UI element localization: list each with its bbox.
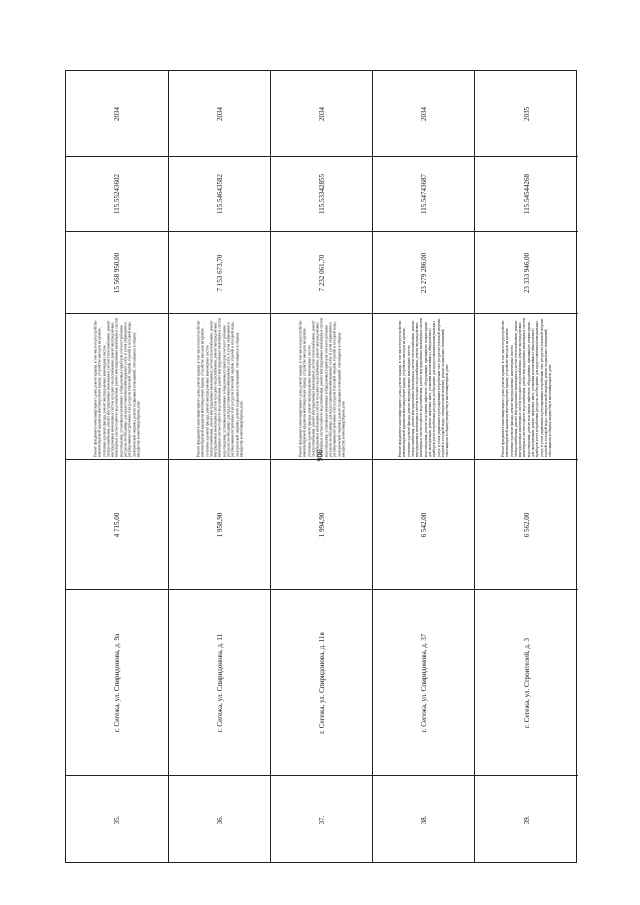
works-description: Ремонт фундамента многоквартирного дома, ремонт крыши, в том числе переустройство невентилируемой крыши на вентилируемую крышу, устройство выходов на кровлю, утепление и ремонт фасада, ремонт внутридомовых инженерных систем электроснабжения, ремонт внутридомовых инженерных систем теплоснабжения, ремонт внутридомовых инженерных систем холодного водоснабжения, ремонт внутридомовых инженерных систем горячего водоснабжения, ремонт внутридомовых инженерных систем водоотведения, установка коллективных (общедомовых) приборов учета потребления ресурсов, необходимых для предоставления коммунальных услуг, и узлов управления и регулирования потребления этих ресурсов (тепловой энергии, горячей и холодной воды, электрической энергии), ремонт подвальных помещений, относящихся к общему имуществу в многоквартирном доме [93,317,141,457]
cost-cell [475,232,578,314]
row-number: 35. [113,815,121,825]
address-cell [475,590,578,776]
address: г. Сегежа, ул. Спиридонова, д. 37 [419,633,428,732]
specific-cost-cell [373,157,474,232]
year-cell [373,71,474,157]
address: г. Сегежа, ул. Спиридонова, д. 11 [215,633,224,732]
row-number-cell [475,776,578,864]
row-number-cell [66,776,168,864]
year: 2034 [215,106,224,121]
cost: 23 279 286,00 [419,252,428,293]
works-cell [169,314,270,460]
area-cell [475,460,578,590]
area-cell [271,460,372,590]
row-number-cell [169,776,270,864]
cost: 7 153 673,70 [215,254,224,291]
row-number-cell [271,776,372,864]
year: 2034 [317,106,326,121]
works-cell [475,314,578,460]
specific-cost: 115.55243602 [113,174,121,214]
table-row-39 [475,71,578,862]
works-description: Ремонт фундамента многоквартирного дома, ремонт крыши, в том числе переустройство невентилируемой крыши на вентилируемую крышу, устройство выходов на кровлю, утепление и ремонт фасада, ремонт внутридомовых инженерных систем электроснабжения, ремонт внутридомовых инженерных систем теплоснабжения, ремонт внутридомовых инженерных систем холодного водоснабжения, ремонт внутридомовых инженерных систем горячего водоснабжения, ремонт внутридомовых инженерных систем водоотведения, установка коллективных (общедомовых) приборов учета потребления ресурсов, необходимых для предоставления коммунальных услуг, и узлов управления и регулирования потребления этих ресурсов (тепловой энергии, горячей и холодной воды, электрической энергии), ремонт подвальных помещений, относящихся к общему имуществу в многоквартирном доме [297,317,345,457]
address: г. Сегежа, ул. Строителей, д. 3 [522,637,531,728]
address-cell [271,590,372,776]
row-number: 37. [317,815,326,825]
address-cell [66,590,168,776]
area-cell [373,460,474,590]
row-number: 39. [522,815,531,825]
year-cell [475,71,578,157]
table-row-38 [373,71,475,862]
specific-cost-cell [169,157,270,232]
table-row-37 [271,71,373,862]
cost-cell [66,232,168,314]
row-number-cell [373,776,474,864]
area: 6 562,00 [522,512,531,537]
works-cell [373,314,474,460]
row-number: 36. [215,815,224,825]
year-cell [271,71,372,157]
works-description: Ремонт фундамента многоквартирного дома, ремонт крыши, в том числе переустройство невентилируемой крыши на вентилируемую крышу, устройство выходов на кровлю, утепление и ремонт фасада, ремонт внутридомовых инженерных систем электроснабжения, ремонт внутридомовых инженерных систем теплоснабжения, ремонт внутридомовых инженерных систем холодного водоснабжения, ремонт внутридомовых инженерных систем горячего водоснабжения, ремонт внутридомовых инженерных систем водоотведения, установка коллективных (общедомовых) приборов учета потребления ресурсов, необходимых для предоставления коммунальных услуг, и узлов управления и регулирования потребления этих ресурсов (тепловой энергии, горячей и холодной воды, электрической энергии), ремонт подвальных помещений, относящихся к общему имуществу в многоквартирном доме [195,317,243,457]
year: 2034 [113,106,121,121]
area: 1 958,90 [215,512,224,537]
cost-cell [271,232,372,314]
specific-cost: 115.54743687 [419,174,428,214]
cost: 23 333 946,00 [522,252,531,293]
specific-cost-cell [66,157,168,232]
area-cell [66,460,168,590]
address-cell [373,590,474,776]
specific-cost: 115.54643582 [215,174,224,214]
table-row-35 [66,71,169,862]
cost-cell [373,232,474,314]
works-cell [66,314,168,460]
specific-cost: 115.53342855 [317,174,326,214]
cost: 7 232 061,70 [317,254,326,291]
works-description: Ремонт фундамента многоквартирного дома, ремонт крыши, в том числе переустройство невентилируемой крыши на вентилируемую крышу, устройство выходов на кровлю, утепление и ремонт фасада, ремонт внутридомовых инженерных систем электроснабжения, ремонт внутридомовых инженерных систем теплоснабжения, ремонт внутридомовых инженерных систем холодного водоснабжения, ремонт внутридомовых инженерных систем горячего водоснабжения, ремонт внутридомовых инженерных систем водоотведения, ремонт или замена лифтового оборудования, признанного непригодным для эксплуатации, ремонт лифтовых шахт, установка коллективных (общедомовых) приборов учета потребления ресурсов, необходимых для предоставления коммунальных услуг, и узлов управления и регулирования потребления этих ресурсов (тепловой энергии, горячей и холодной воды, электрической энергии), ремонт подвальных помещений, относящихся к общему имуществу в многоквартирном доме [397,317,449,457]
works-table [65,70,577,863]
year: 2035 [522,106,531,121]
year-cell [66,71,168,157]
specific-cost: 115.54544268 [522,174,531,214]
area: 6 542,00 [419,512,428,537]
year-cell [169,71,270,157]
year: 2034 [419,106,428,121]
table-row-36 [169,71,271,862]
row-number: 38. [419,815,428,825]
works-description: Ремонт фундамента многоквартирного дома, ремонт крыши, в том числе переустройство невентилируемой крыши на вентилируемую крышу, устройство выходов на кровлю, утепление и ремонт фасада, ремонт внутридомовых инженерных систем электроснабжения, ремонт внутридомовых инженерных систем теплоснабжения, ремонт внутридомовых инженерных систем холодного водоснабжения, ремонт внутридомовых инженерных систем горячего водоснабжения, ремонт внутридомовых инженерных систем водоотведения, ремонт или замена лифтового оборудования, признанного непригодным для эксплуатации, ремонт лифтовых шахт, установка коллективных (общедомовых) приборов учета потребления ресурсов, необходимых для предоставления коммунальных услуг, и узлов управления и регулирования потребления этих ресурсов (тепловой энергии, горячей и холодной воды, электрической энергии), ремонт подвальных помещений, относящихся к общему имуществу в многоквартирном доме [500,317,552,457]
area-cell [169,460,270,590]
address-cell [169,590,270,776]
address: г. Сегежа, ул. Спиридонова, д. 11в [317,631,326,734]
address: г. Сегежа, ул. Спиридонова, д. 9а [113,633,121,732]
specific-cost-cell [475,157,578,232]
cost: 15 568 950,00 [113,252,121,293]
page-number: 906 [315,449,325,461]
cost-cell [169,232,270,314]
works-cell [271,314,372,460]
specific-cost-cell [271,157,372,232]
area: 4 715,00 [113,512,121,537]
area: 1 994,90 [317,512,326,537]
